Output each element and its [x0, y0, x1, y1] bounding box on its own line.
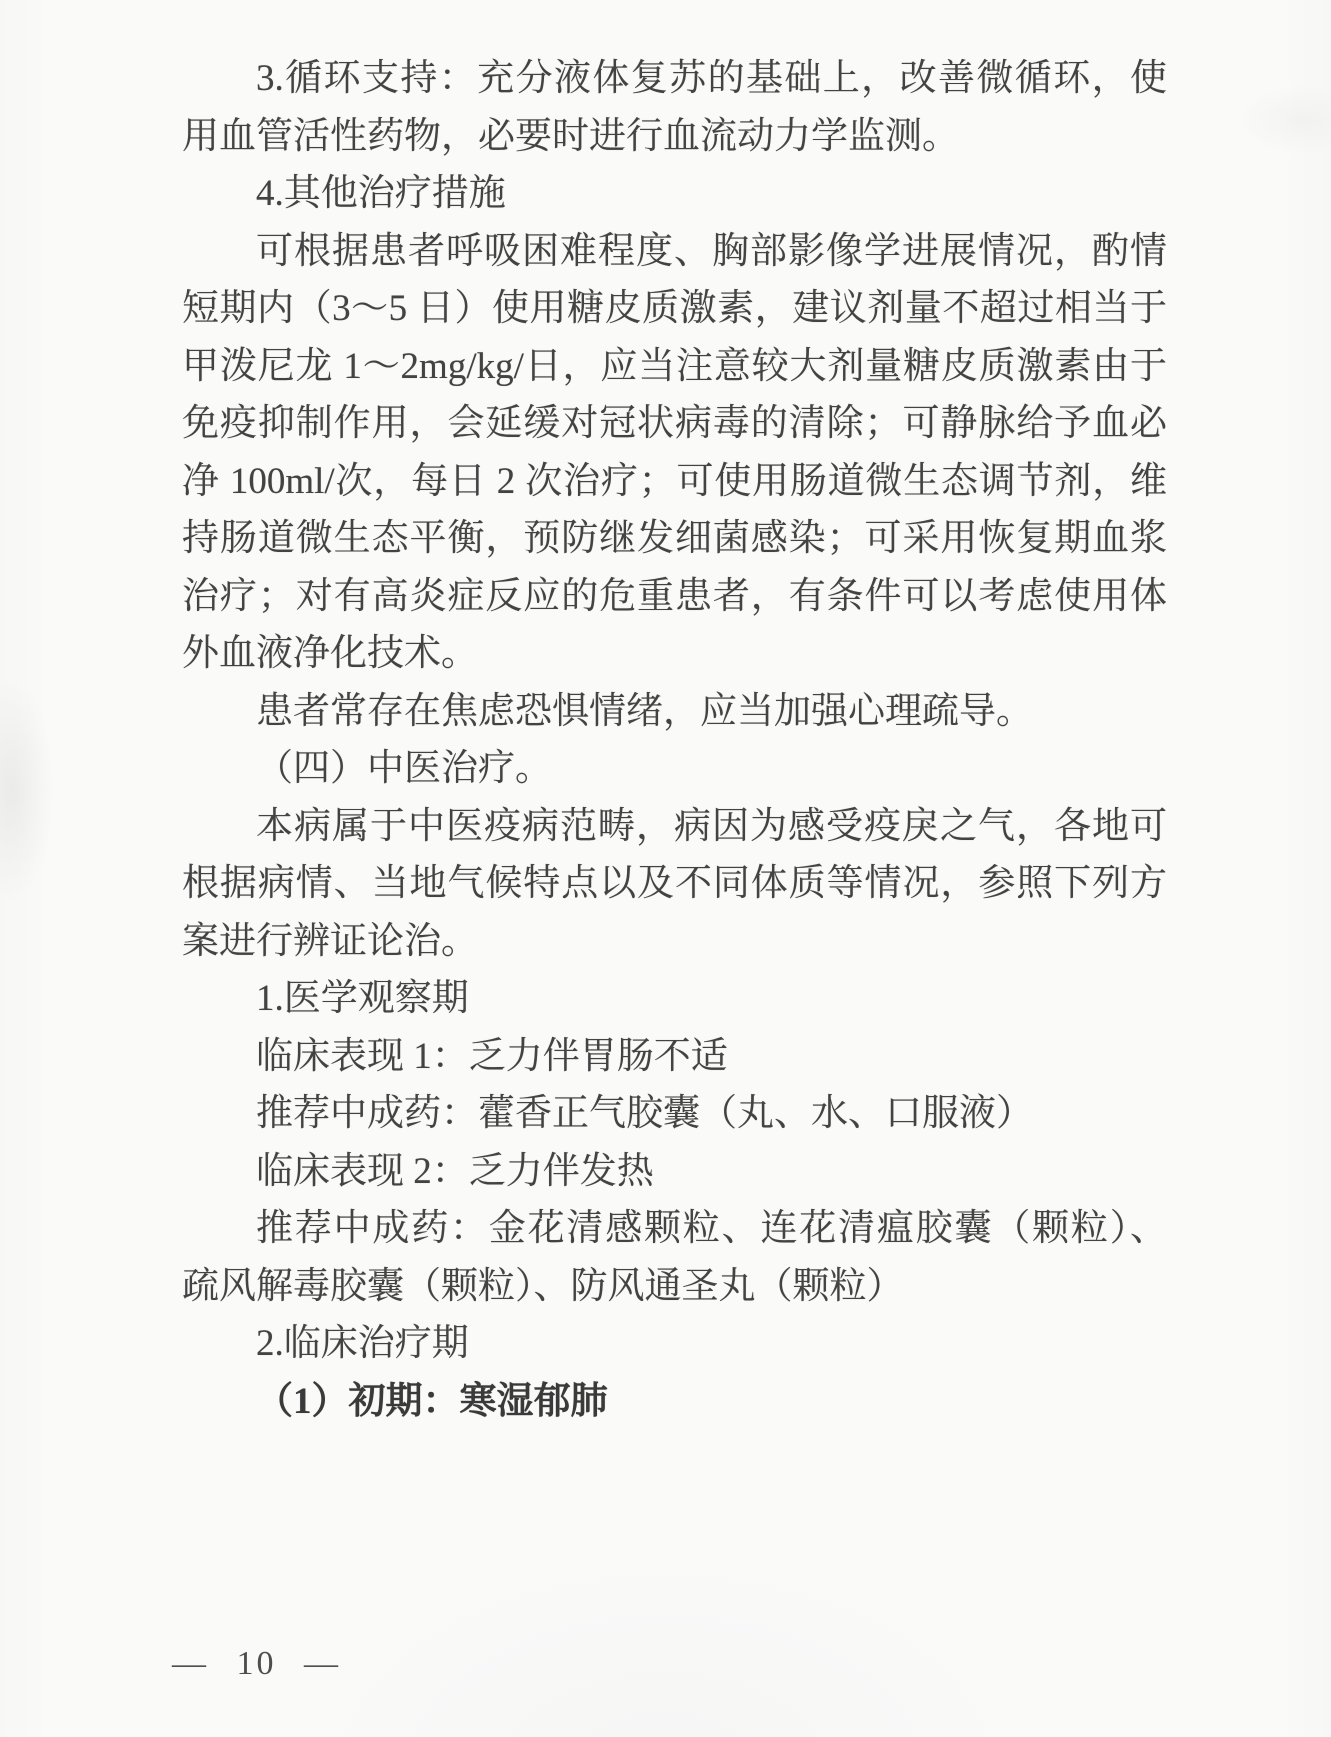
text-line: 外血液净化技术。 — [182, 633, 478, 674]
text-line: 用血管活性药物，必要时进行血流动力学监测。 — [182, 115, 959, 157]
document-body — [182, 50, 1167, 1430]
text-line: 短期内（3～5 日）使用糖皮质激素，建议剂量不超过相当于 — [182, 288, 1167, 329]
text-line: 1.医学观察期 — [256, 978, 469, 1019]
text-line: 可根据患者呼吸困难程度、胸部影像学进展情况，酌情 — [256, 230, 1167, 272]
text-line: 案进行辨证论治。 — [182, 920, 478, 962]
text-line: 3.循环支持：充分液体复苏的基础上，改善微循环，使 — [256, 58, 1167, 99]
text-line: 推荐中成药：金花清感颗粒、连花清瘟胶囊（颗粒）、 — [256, 1208, 1167, 1249]
text-line: 免疫抑制作用，会延缓对冠状病毒的清除；可静脉给予血必 — [182, 403, 1167, 444]
text-line: 4.其他治疗措施 — [256, 173, 506, 214]
text-line: 本病属于中医疫病范畴，病因为感受疫戾之气，各地可 — [256, 805, 1167, 847]
page-number: — 10 — — [172, 1645, 341, 1682]
text-line: 治疗；对有高炎症反应的危重患者，有条件可以考虑使用体 — [182, 575, 1167, 617]
text-line: 持肠道微生态平衡，预防继发细菌感染；可采用恢复期血浆 — [182, 518, 1167, 559]
text-line: 临床表现 2：乏力伴发热 — [256, 1150, 654, 1192]
text-line: 推荐中成药：藿香正气胶囊（丸、水、口服液） — [256, 1093, 1033, 1134]
text-line: 甲泼尼龙 1～2mg/kg/日，应当注意较大剂量糖皮质激素由于 — [182, 345, 1167, 387]
text-line: （四）中医治疗。 — [256, 748, 552, 789]
text-line: 净 100ml/次，每日 2 次治疗；可使用肠道微生态调节剂，维 — [182, 460, 1167, 502]
text-line: 疏风解毒胶囊（颗粒）、防风通圣丸（颗粒） — [182, 1265, 904, 1307]
text-line: 2.临床治疗期 — [256, 1323, 469, 1364]
text-line: （1）初期：寒湿郁肺 — [256, 1380, 608, 1422]
text-line: 根据病情、当地气候特点以及不同体质等情况，参照下列方 — [182, 863, 1167, 904]
text-line: 患者常存在焦虑恐惧情绪，应当加强心理疏导。 — [256, 690, 1033, 732]
text-line: 临床表现 1：乏力伴胃肠不适 — [256, 1035, 728, 1077]
